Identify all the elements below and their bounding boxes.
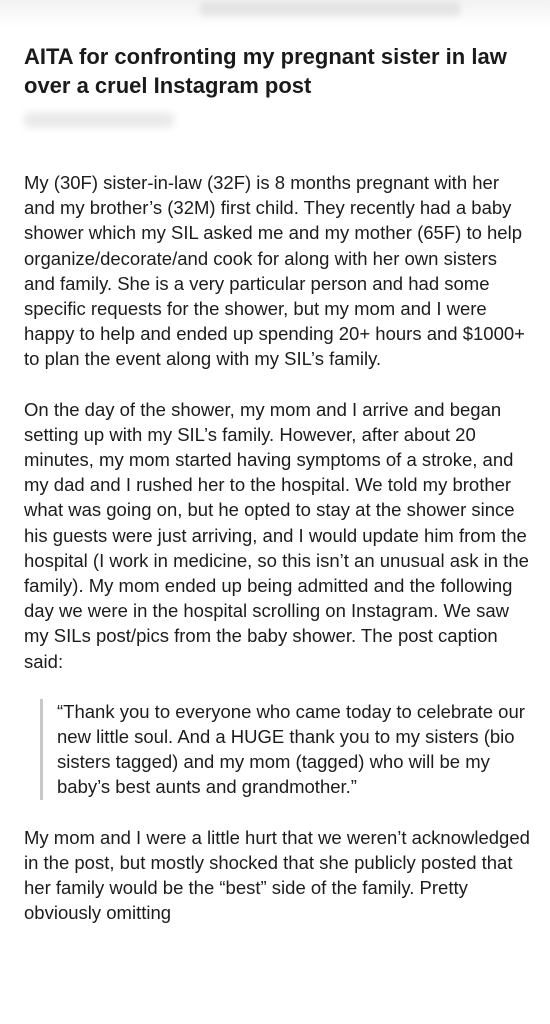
bottom-fade bbox=[0, 1010, 550, 1024]
post-paragraph: My (30F) sister-in-law (32F) is 8 months pregnant with her and my brother’s (32M) first child. They recently had a baby shower which my SIL asked me and my mother (65F) to help organize/decorate/and cook for along with her own sisters and family. She is a very particular person and had some specific requests for the shower, but my mom and I were happy to help and ended up spending 20+ hours and $1000+ to plan the event along with my SIL’s family. bbox=[24, 172, 525, 370]
post-paragraph: On the day of the shower, my mom and I arrive and began setting up with my SIL’s family. However, after about 20 minutes, my mom started having symptoms of a stroke, and my dad and I rushed her to the hospital. We told my brother what was going on, but he opted to stay at the shower since his guests were just arriving, and I would update him from the hospital (I work in medicine, so this isn’t an unusual ask in the family). My mom ended up being admitted and the following day we were in the hospital scrolling on Instagram. We saw my SILs post/pics from the baby shower. The post caption said: bbox=[24, 398, 529, 672]
post-title: AITA for confronting my pregnant sister in law over a cruel Instagram post bbox=[24, 44, 507, 98]
blurred-post-meta bbox=[24, 112, 174, 128]
post-paragraph: My mom and I were a little hurt that we weren’t acknowledged in the post, but mostly shocked that she publicly posted that her family would be the “best” side of the family. Pretty obviously omitting bbox=[24, 826, 530, 924]
top-strip bbox=[0, 0, 550, 28]
post-blockquote: “Thank you to everyone who came today to celebrate our new little soul. And a HUGE thank you to my sisters (bio sisters tagged) and my mom (tagged) who will be my baby’s best aunts and grandmother.” bbox=[40, 699, 530, 800]
post-body bbox=[24, 170, 530, 950]
blurred-header bbox=[200, 2, 460, 16]
